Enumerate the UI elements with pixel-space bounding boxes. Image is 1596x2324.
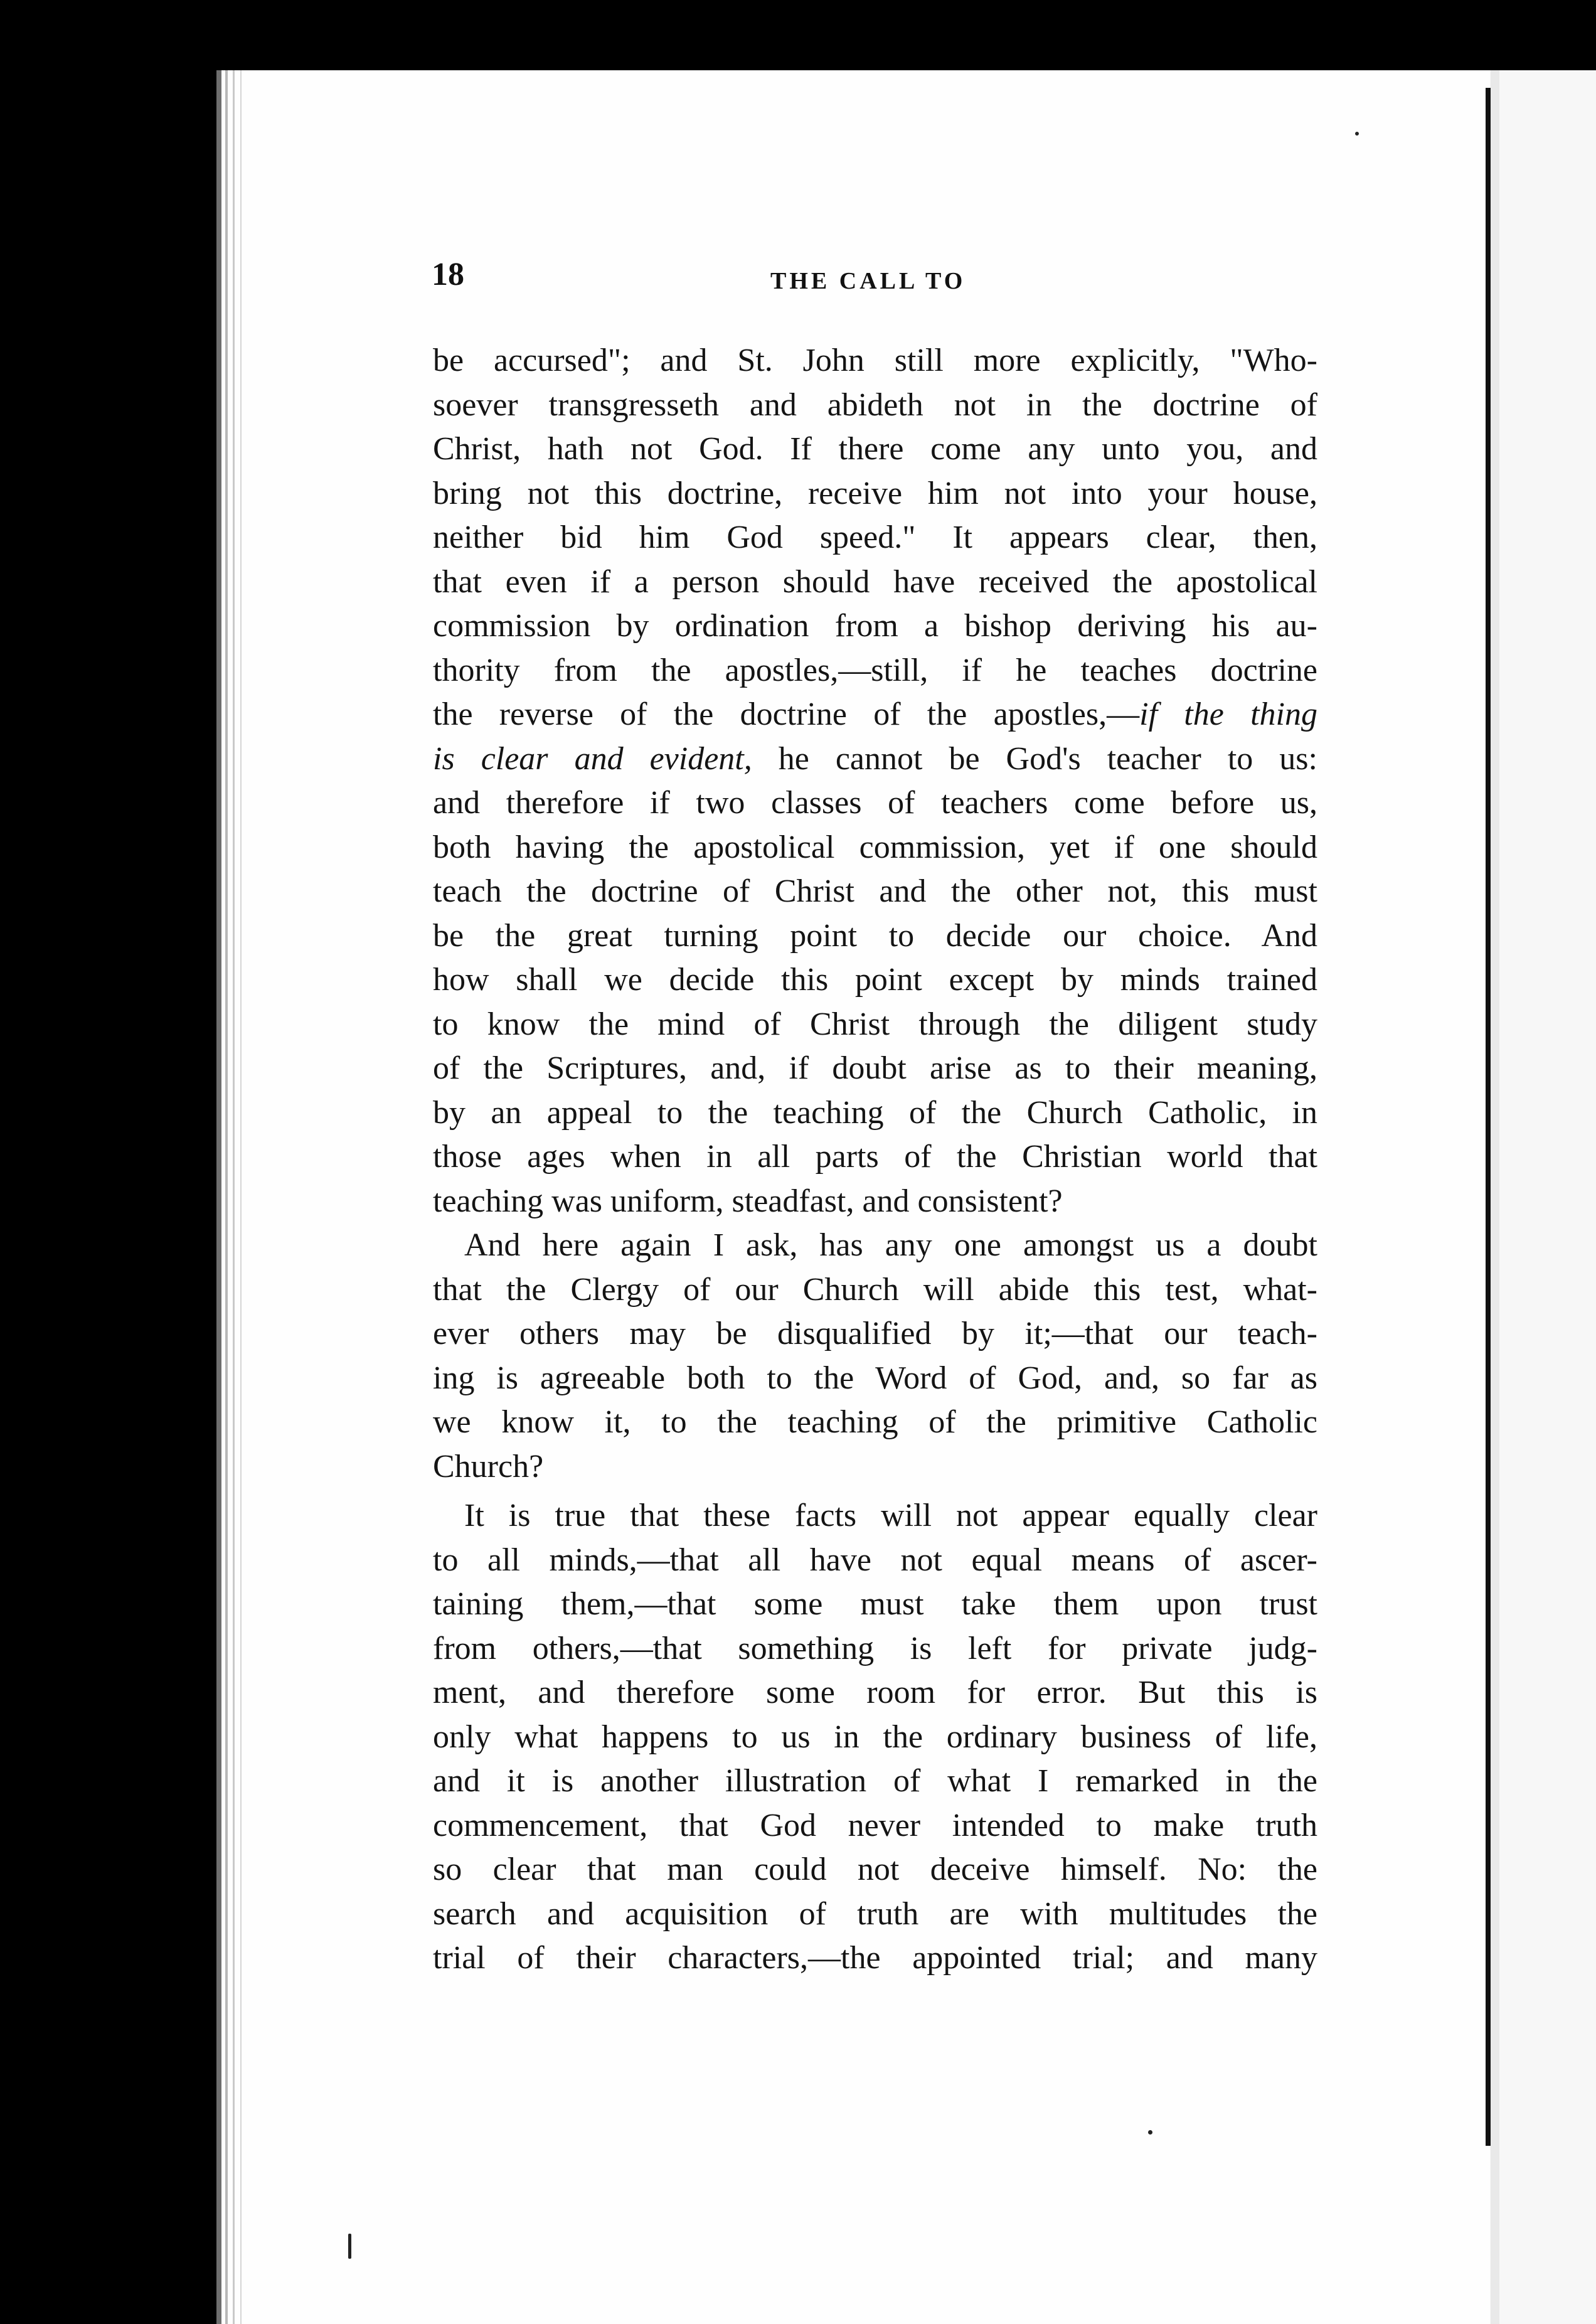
text-line: of the Scriptures, and, if doubt arise as to their meaning, (433, 1050, 1317, 1086)
page-number: 18 (432, 257, 464, 292)
text-line: be accursed"; and St. John still more explicitly, "Who- (433, 343, 1317, 378)
text-line: those ages when in all parts of the Christian world that (433, 1139, 1317, 1175)
text-line: neither bid him God speed." It appears clear, then, (433, 520, 1317, 555)
text-line: commission by ordination from a bishop deriving his au- (433, 608, 1317, 644)
text-line: It is true that these facts will not appear equally clear (464, 1498, 1317, 1533)
binding-shadow (225, 70, 228, 2324)
italic-fragment: if the thing (1139, 696, 1317, 732)
page-divider-rule (1486, 88, 1491, 2146)
text-line: teaching was uniform, steadfast, and consistent? (433, 1183, 1063, 1219)
italic-fragment: is clear and evident, (433, 740, 752, 777)
text-fragment: he cannot be God's teacher to us: (752, 740, 1317, 777)
binding-shadow (240, 70, 242, 2324)
text-line: be the great turning point to decide our choice. And (433, 917, 1317, 954)
text-line (433, 693, 1317, 737)
text-line: ever others may be disqualified by it;—that our teach- (433, 1316, 1317, 1351)
text-line: only what happens to us in the ordinary business of life, (433, 1719, 1317, 1755)
binding-shadow (216, 70, 221, 2324)
text-line: so clear that man could not deceive himself. No: the (433, 1852, 1317, 1887)
text-line: ing is agreeable both to the Word of God, and, so far as (433, 1360, 1317, 1396)
text-line: ment, and therefore some room for error. But this is (433, 1675, 1317, 1710)
text-line: thority from the apostles,—still, if he teaches doctrine (433, 652, 1317, 688)
text-line: commencement, that God never intended to make truth (433, 1807, 1317, 1843)
binding-shadow (233, 70, 235, 2324)
text-line: to know the mind of Christ through the diligent study (433, 1006, 1317, 1042)
text-line: how shall we decide this point except by minds trained (433, 962, 1317, 998)
running-head-title: THE CALL TO (770, 268, 966, 294)
text-line: that the Clergy of our Church will abide this test, what- (433, 1271, 1317, 1308)
text-line: teach the doctrine of Christ and the other not, this must (433, 873, 1317, 909)
text-fragment: the reverse of the doctrine of the apostles,— (433, 696, 1140, 732)
text-line (433, 737, 1317, 782)
text-line: Church? (433, 1448, 544, 1484)
text-line: we know it, to the teaching of the primitive Catholic (433, 1404, 1317, 1440)
text-line: Christ, hath not God. If there come any unto you, and (433, 431, 1317, 467)
text-line: to all minds,—that all have not equal means of ascer- (433, 1542, 1317, 1578)
text-line: trial of their characters,—the appointed trial; and many (433, 1940, 1317, 1976)
adjacent-page-edge (1490, 70, 1596, 2324)
running-head (432, 256, 1329, 306)
page-gutter (1491, 70, 1499, 2324)
text-line: both having the apostolical commission, yet if one should (433, 829, 1317, 865)
text-line: taining them,—that some must take them upon trust (433, 1586, 1317, 1622)
text-line: and therefore if two classes of teachers come before us, (433, 785, 1317, 821)
body-text (433, 339, 1317, 1981)
text-line: bring not this doctrine, receive him not into your house, (433, 475, 1317, 511)
text-line: that even if a person should have received the apostolical (433, 563, 1317, 600)
scan-speck (1148, 2130, 1152, 2135)
paragraph-gap (433, 1489, 1317, 1494)
text-line: search and acquisition of truth are with multitudes the (433, 1895, 1317, 1932)
scan-speck (348, 2234, 351, 2259)
text-line: by an appeal to the teaching of the Church Catholic, in (433, 1094, 1317, 1131)
text-line: from others,—that something is left for private judg- (433, 1630, 1317, 1666)
text-line: soever transgresseth and abideth not in the doctrine of (433, 386, 1317, 423)
scan-speck (1355, 132, 1359, 136)
text-line: And here again I ask, has any one amongst us a doubt (464, 1227, 1317, 1263)
text-line: and it is another illustration of what I remarked in the (433, 1763, 1317, 1799)
